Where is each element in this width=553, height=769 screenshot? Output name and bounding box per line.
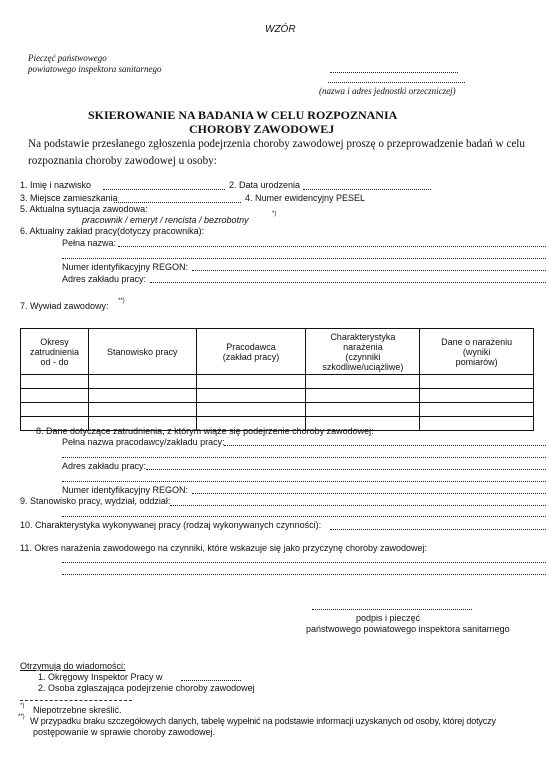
field-3-dots[interactable]: [114, 202, 241, 203]
field-11-label: 11. Okres narażenia zawodowego na czynniki, które wskazuje się jako przyczynę choroby zawodowej:: [20, 543, 428, 553]
table-cell[interactable]: [21, 403, 89, 417]
title-line-2: CHOROBY ZAWODOWEJ: [189, 122, 335, 136]
table-cell[interactable]: [21, 375, 89, 389]
table-cell[interactable]: [196, 389, 306, 403]
col-header-measurements: [420, 329, 534, 375]
address-dots-2: [328, 82, 465, 83]
intro-line-2: rozpoznania choroby zawodowej u osoby:: [28, 155, 217, 167]
table-cell[interactable]: [306, 403, 420, 417]
col-header-measurements-l1: Dane o narażeniu: [441, 336, 513, 347]
recipients-title: Otrzymują do wiadomości:: [20, 661, 126, 671]
col-header-exposure-l2: narażenia: [343, 341, 383, 352]
section-8-title: 8. Dane dotyczące zatrudnienia, z którym wiąże się podejrzenie choroby zawodowej:: [36, 426, 374, 436]
intro-line-1: Na podstawie przesłanego zgłoszenia podejrzenia choroby zawodowej proszę o przeprowadzenie badań w celu: [28, 138, 526, 150]
field-11-dots-1[interactable]: [62, 562, 546, 563]
field-4-label: 4. Numer ewidencyjny PESEL: [245, 193, 366, 203]
field-6-label: 6. Aktualny zakład pracy(dotyczy pracownika):: [20, 226, 205, 236]
section-8-regon-label: Numer identyfikacyjny REGON:: [62, 485, 189, 495]
col-header-measurements-l3: pomiarów): [455, 356, 498, 367]
signature-dots[interactable]: [312, 609, 472, 610]
field-2-label: 2. Data urodzenia: [229, 180, 301, 190]
table-cell[interactable]: [306, 389, 420, 403]
col-header-periods-l1: Okresy: [40, 336, 69, 347]
field-6-name-dots[interactable]: [118, 246, 546, 247]
field-5-footnote-mark: *): [272, 211, 277, 217]
employment-history-table: [20, 328, 534, 431]
field-10-label: 10. Charakterystyka wykonywanej pracy (rodzaj wykonywanych czynności):: [20, 520, 322, 530]
table-cell[interactable]: [196, 375, 306, 389]
col-header-periods-l2: zatrudnienia: [29, 346, 79, 357]
recipient-1-dots[interactable]: [181, 680, 241, 681]
section-8-address-dots[interactable]: [146, 469, 546, 470]
col-header-employer: [196, 329, 306, 375]
col-header-position-l1: Stanowisko pracy: [107, 346, 178, 357]
title-line-1: SKIEROWANIE NA BADANIA W CELU ROZPOZNANIA: [88, 108, 398, 122]
field-6-address-dots[interactable]: [150, 282, 546, 283]
field-11-dots-2[interactable]: [62, 574, 546, 575]
address-dots-1: [330, 72, 458, 73]
field-7-label: 7. Wywiad zawodowy:: [20, 301, 109, 311]
wzor-label: WZÓR: [265, 24, 296, 35]
table-cell[interactable]: [420, 389, 534, 403]
col-header-measurements-l2: (wyniki: [462, 346, 491, 357]
footnote-1: Niepotrzebne skreślić.: [33, 705, 122, 715]
recipient-2: 2. Osoba zgłaszająca podejrzenie choroby zawodowej: [38, 683, 255, 693]
section-8-address-dots-2[interactable]: [62, 481, 546, 482]
table-row[interactable]: [21, 375, 534, 389]
section-8-name-label: Pełna nazwa pracodawcy/zakładu pracy:: [62, 437, 225, 447]
field-6-name-label: Pełna nazwa:: [62, 238, 117, 248]
table-cell[interactable]: [306, 375, 420, 389]
table-header-row: [21, 329, 534, 375]
field-7-footnote-mark: **): [118, 298, 125, 304]
footnote-2-mark: **): [18, 714, 25, 720]
field-5-label: 5. Aktualna sytuacja zawodowa:: [20, 204, 148, 214]
col-header-employer-l1: Pracodawca: [226, 341, 276, 352]
table-cell[interactable]: [420, 403, 534, 417]
field-10-dots[interactable]: [330, 529, 546, 530]
field-9-dots[interactable]: [170, 505, 546, 506]
field-1-dots[interactable]: [103, 189, 225, 190]
field-3-label: 3. Miejsce zamieszkania: [20, 193, 118, 203]
field-6-regon-dots[interactable]: [192, 270, 546, 271]
address-caption: (nazwa i adres jednostki orzeczniczej): [319, 86, 456, 96]
footnote-1-mark: *): [20, 703, 25, 709]
col-header-employer-l2: (zakład pracy): [222, 351, 280, 362]
field-6-address-label: Adres zakładu pracy:: [62, 274, 147, 284]
field-6-name-dots-2[interactable]: [62, 258, 546, 259]
table-row[interactable]: [21, 389, 534, 403]
field-9-label: 9. Stanowisko pracy, wydział, oddział:: [20, 496, 171, 506]
signature-line-1: podpis i pieczęć: [356, 613, 421, 623]
field-5-options[interactable]: pracownik / emeryt / rencista / bezrobotny: [82, 215, 249, 225]
col-header-position: [88, 329, 196, 375]
col-header-exposure: [306, 329, 420, 375]
section-8-address-label: Adres zakładu pracy:: [62, 461, 147, 471]
field-6-regon-label: Numer identyfikacyjny REGON:: [62, 262, 189, 272]
footnote-2-line-2: postępowanie w sprawie choroby zawodowej.: [33, 727, 216, 737]
table-cell[interactable]: [88, 403, 196, 417]
table-cell[interactable]: [420, 375, 534, 389]
signature-line-2: państwowego powiatowego inspektora sanitarnego: [306, 624, 510, 634]
section-8-name-dots[interactable]: [224, 445, 546, 446]
col-header-exposure-l3: (czynniki: [345, 351, 381, 362]
section-8-regon-dots[interactable]: [192, 493, 546, 494]
table-cell[interactable]: [420, 417, 534, 431]
footnote-separator: [20, 700, 132, 701]
footnote-2-line-1: W przypadku braku szczegółowych danych, tabelę wypełnić na podstawie informacji uzyskanych od osoby, której dotyczy: [30, 716, 496, 726]
table-cell[interactable]: [196, 403, 306, 417]
field-1-label: 1. Imię i nazwisko: [20, 180, 92, 190]
table-cell[interactable]: [88, 389, 196, 403]
table-row[interactable]: [21, 403, 534, 417]
table-cell[interactable]: [21, 389, 89, 403]
section-8-name-dots-2[interactable]: [62, 457, 546, 458]
col-header-periods-l3: od - do: [40, 356, 69, 367]
field-2-dots[interactable]: [303, 189, 431, 190]
table-cell[interactable]: [88, 375, 196, 389]
stamp-line-1: Pieczęć państwowego: [28, 53, 107, 63]
col-header-exposure-l4: szkodliwe/uciążliwe): [322, 361, 404, 372]
field-9-dots-2[interactable]: [62, 516, 546, 517]
col-header-periods: [21, 329, 89, 375]
col-header-exposure-l1: Charakterystyka: [330, 331, 396, 342]
stamp-line-2: powiatowego inspektora sanitarnego: [28, 64, 162, 74]
recipient-1: 1. Okręgowy Inspektor Pracy w: [38, 672, 163, 682]
